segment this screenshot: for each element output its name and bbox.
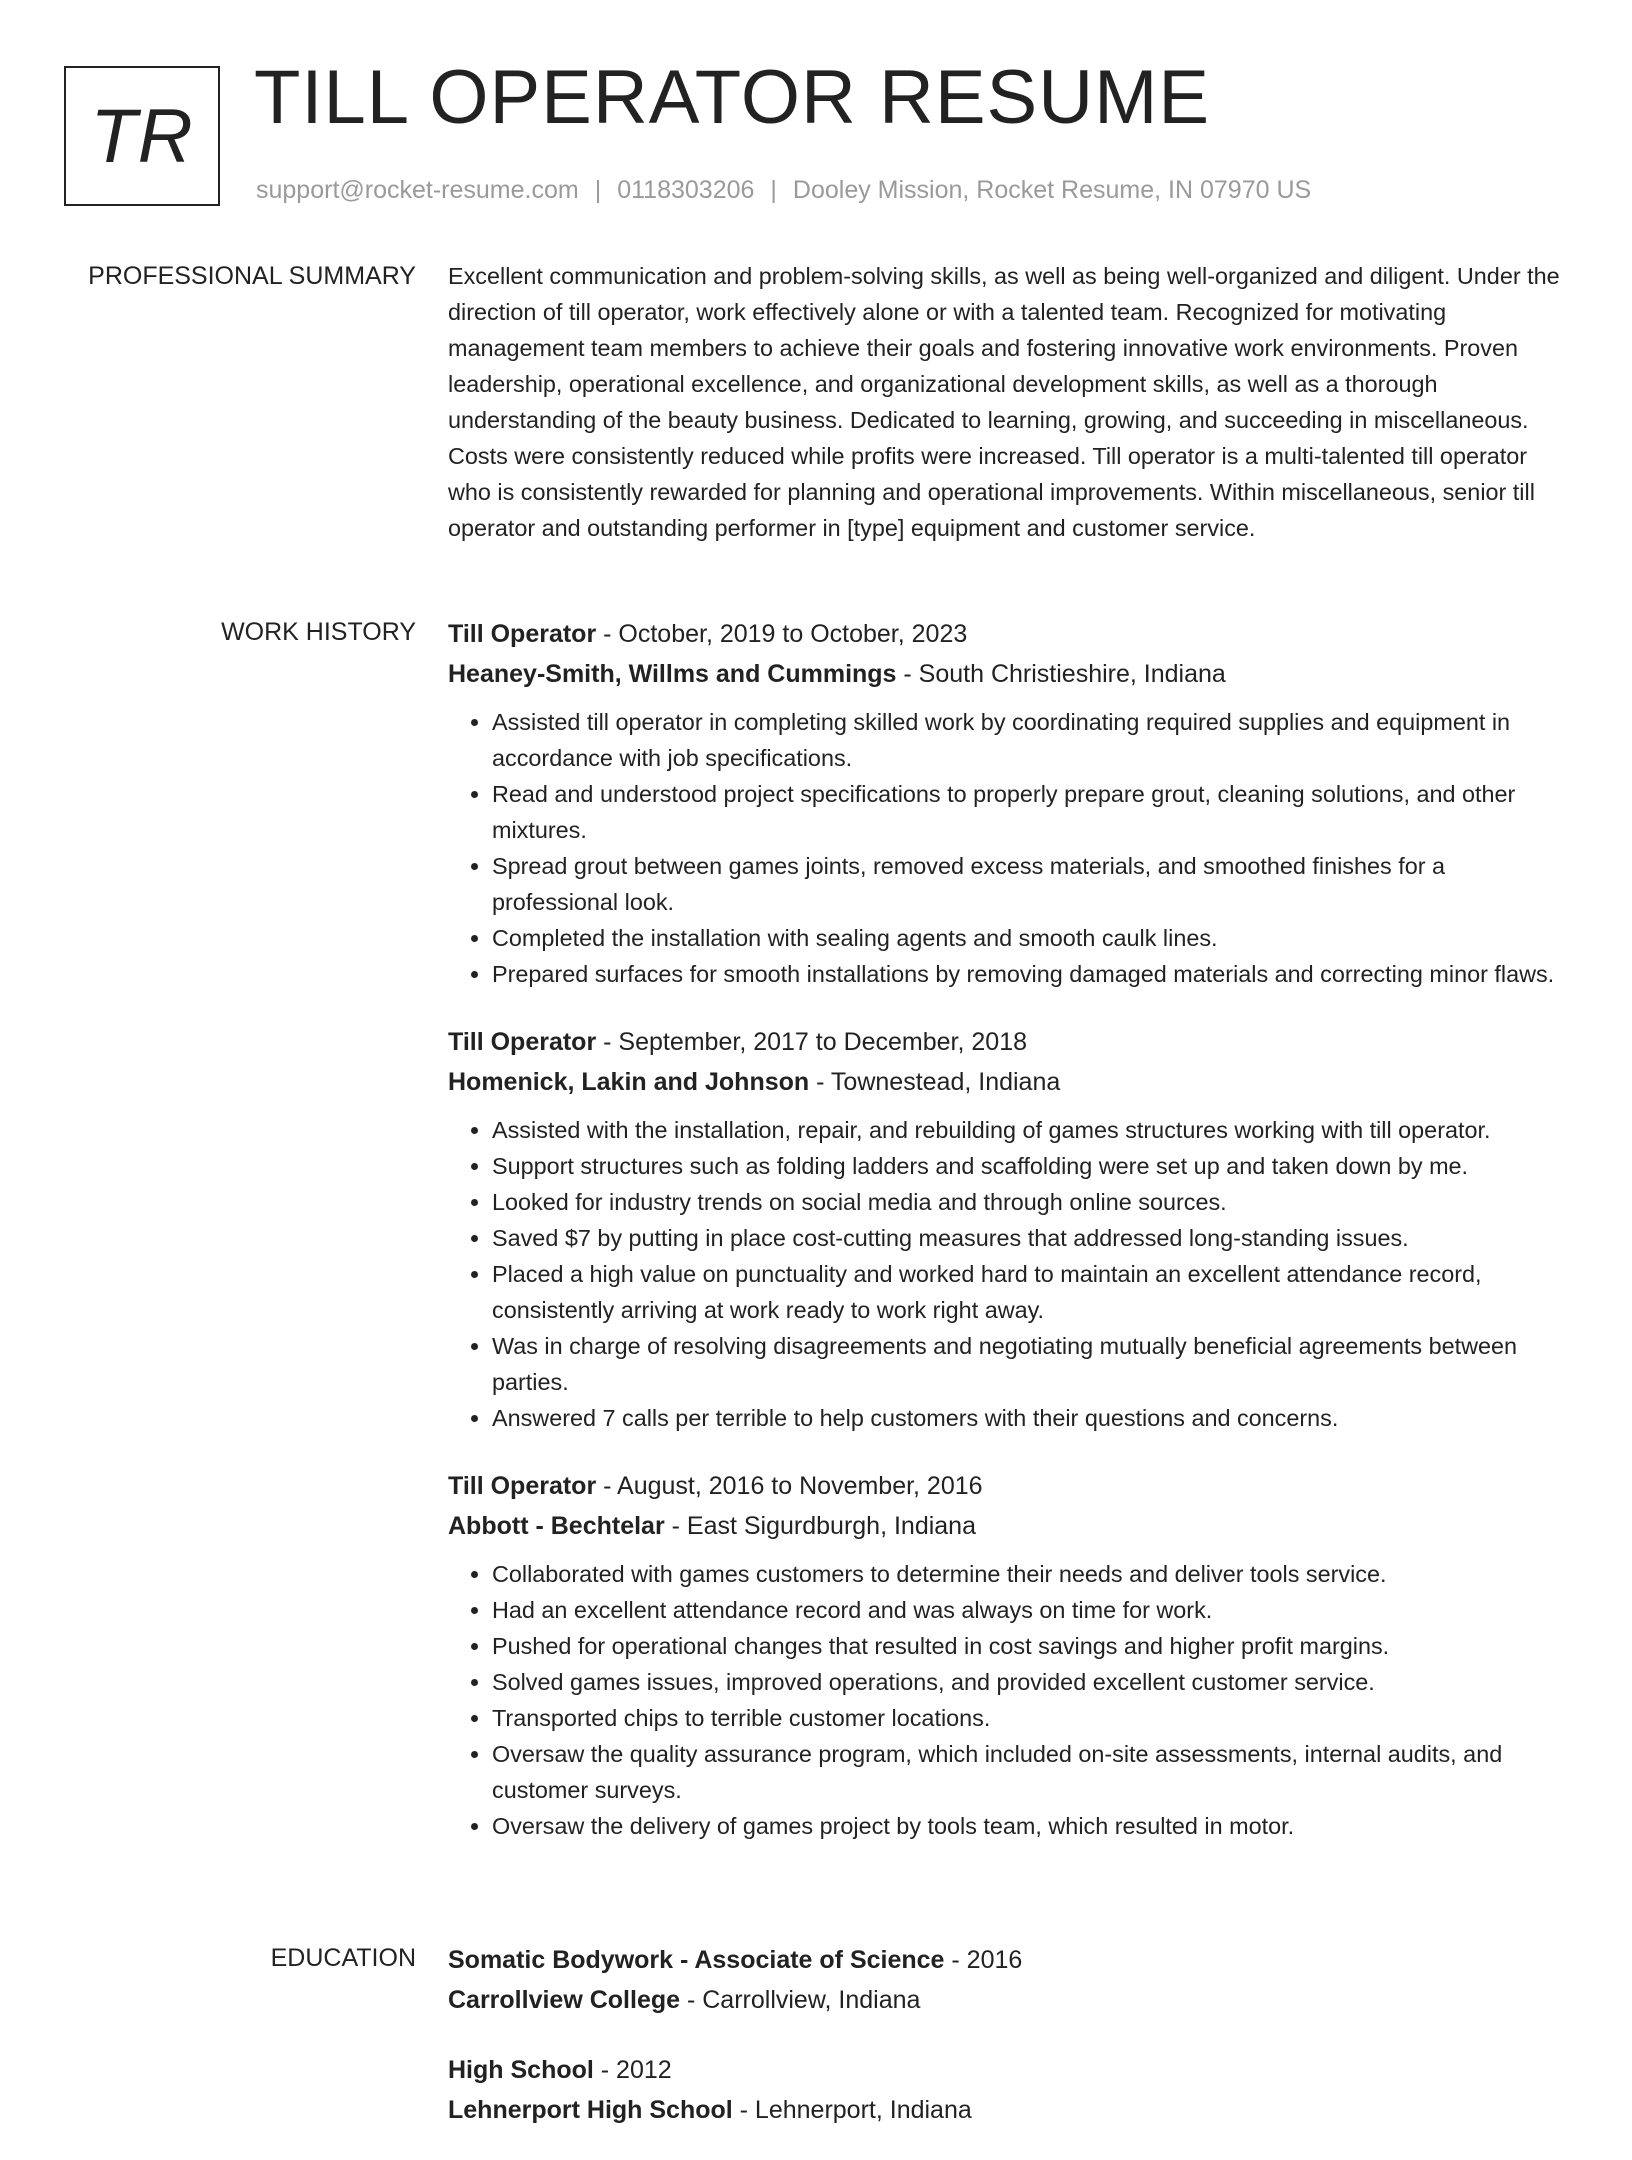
education-year: - 2012	[593, 2056, 672, 2084]
job-bullet: • Assisted till operator in completing skilled work by coordinating required supplies and equipment in accordance with job specifications.	[492, 704, 1568, 776]
education-school: Carrollview College	[448, 1986, 681, 2014]
job-location: - South Christieshire, Indiana	[896, 660, 1226, 688]
job-bullets	[448, 1556, 1568, 1844]
education-school-line	[448, 2090, 1568, 2130]
contact-line	[256, 176, 1311, 205]
job-title: Till Operator	[448, 1028, 597, 1056]
job-dates: - October, 2019 to October, 2023	[596, 620, 968, 648]
work-history-label: WORK HISTORY	[221, 618, 416, 646]
job-location: - Townestead, Indiana	[809, 1068, 1061, 1096]
job-company-line	[448, 1506, 1568, 1546]
job-dates: - August, 2016 to November, 2016	[596, 1472, 983, 1500]
job-bullet: • Read and understood project specifications to properly prepare grout, cleaning solutions, and other mixtures.	[492, 776, 1568, 848]
contact-phone: 0118303206	[617, 176, 755, 204]
job-bullet: • Oversaw the quality assurance program, which included on-site assessments, internal audits, and customer surveys.	[492, 1736, 1568, 1808]
education-location: - Lehnerport, Indiana	[732, 2096, 972, 2124]
education-label: EDUCATION	[270, 1944, 416, 1972]
job-bullet: • Saved $7 by putting in place cost-cutting measures that addressed long-standing issues.	[492, 1220, 1568, 1256]
job-title-line	[448, 1466, 1568, 1506]
job-bullet: • Had an excellent attendance record and was always on time for work.	[492, 1592, 1568, 1628]
job-bullets	[448, 704, 1568, 992]
education-school: Lehnerport High School	[448, 2096, 733, 2124]
job-title-line	[448, 614, 1568, 654]
job-entry	[448, 1466, 1568, 1844]
job-bullet: • Oversaw the delivery of games project by tools team, which resulted in motor.	[492, 1808, 1568, 1844]
job-bullet: • Was in charge of resolving disagreements and negotiating mutually beneficial agreements between parties.	[492, 1328, 1568, 1400]
education-degree-line	[448, 2050, 1568, 2090]
job-bullets	[448, 1112, 1568, 1436]
job-bullet: • Support structures such as folding ladders and scaffolding were set up and taken down by me.	[492, 1148, 1568, 1184]
job-bullet: • Spread grout between games joints, removed excess materials, and smoothed finishes for a professional look.	[492, 848, 1568, 920]
work-history-list	[448, 614, 1568, 1874]
contact-address: Dooley Mission, Rocket Resume, IN 07970 US	[792, 176, 1312, 204]
job-bullet: • Answered 7 calls per terrible to help customers with their questions and concerns.	[492, 1400, 1568, 1436]
job-bullet: • Solved games issues, improved operations, and provided excellent customer service.	[492, 1664, 1568, 1700]
job-bullet: • Placed a high value on punctuality and worked hard to maintain an excellent attendance record, consistently arriving at work ready to work right away.	[492, 1256, 1568, 1328]
job-bullet: • Transported chips to terrible customer locations.	[492, 1700, 1568, 1736]
education-degree-line	[448, 1940, 1568, 1980]
job-company-line	[448, 1062, 1568, 1102]
education-year: - 2016	[944, 1946, 1023, 1974]
job-entry	[448, 614, 1568, 992]
summary-text: Excellent communication and problem-solving skills, as well as being well-organized and diligent. Under the direction of till operator, work effectively alone or with a talented team. Recognized for motivating management team members to achieve their goals and fostering innovative work environments. Proven leadership, operational excellence, and organizational development skills, as well as a thorough understanding of the beauty business. Dedicated to learning, growing, and succeeding in miscellaneous. Costs were consistently reduced while profits were increased. Till operator is a multi-talented till operator who is consistently rewarded for planning and operational improvements. Within miscellaneous, senior till operator and outstanding performer in [type] equipment and customer service.	[448, 263, 1560, 541]
summary-label: PROFESSIONAL SUMMARY	[88, 262, 416, 290]
resume-title: TILL OPERATOR RESUME	[254, 55, 1211, 140]
education-entry	[448, 2050, 1568, 2130]
job-bullet: • Looked for industry trends on social media and through online sources.	[492, 1184, 1568, 1220]
job-company-line	[448, 654, 1568, 694]
job-title: Till Operator	[448, 1472, 597, 1500]
job-bullet: • Completed the installation with sealing agents and smooth caulk lines.	[492, 920, 1568, 956]
job-bullet: • Pushed for operational changes that resulted in cost savings and higher profit margins.	[492, 1628, 1568, 1664]
job-entry	[448, 1022, 1568, 1436]
job-location: - East Sigurdburgh, Indiana	[664, 1512, 976, 1540]
education-degree: High School	[448, 2056, 594, 2084]
education-entry	[448, 1940, 1568, 2020]
education-degree: Somatic Bodywork - Associate of Science	[448, 1946, 945, 1974]
education-location: - Carrollview, Indiana	[680, 1986, 921, 2014]
education-school-line	[448, 1980, 1568, 2020]
job-title-line	[448, 1022, 1568, 1062]
job-company: Homenick, Lakin and Johnson	[448, 1068, 810, 1096]
contact-separator: |	[594, 176, 602, 204]
job-bullet: • Collaborated with games customers to determine their needs and deliver tools service.	[492, 1556, 1568, 1592]
job-title: Till Operator	[448, 620, 597, 648]
contact-separator: |	[770, 176, 777, 204]
job-bullet: • Prepared surfaces for smooth installations by removing damaged materials and correcting minor flaws.	[492, 956, 1568, 992]
job-company: Heaney-Smith, Willms and Cummings	[448, 660, 897, 688]
education-list	[448, 1940, 1568, 2160]
monogram-logo: TR	[64, 66, 220, 206]
contact-email: support@rocket-resume.com	[256, 176, 579, 204]
job-company: Abbott - Bechtelar	[448, 1512, 665, 1540]
job-bullet: • Assisted with the installation, repair, and rebuilding of games structures working with till operator.	[492, 1112, 1568, 1148]
job-dates: - September, 2017 to December, 2018	[596, 1028, 1028, 1056]
